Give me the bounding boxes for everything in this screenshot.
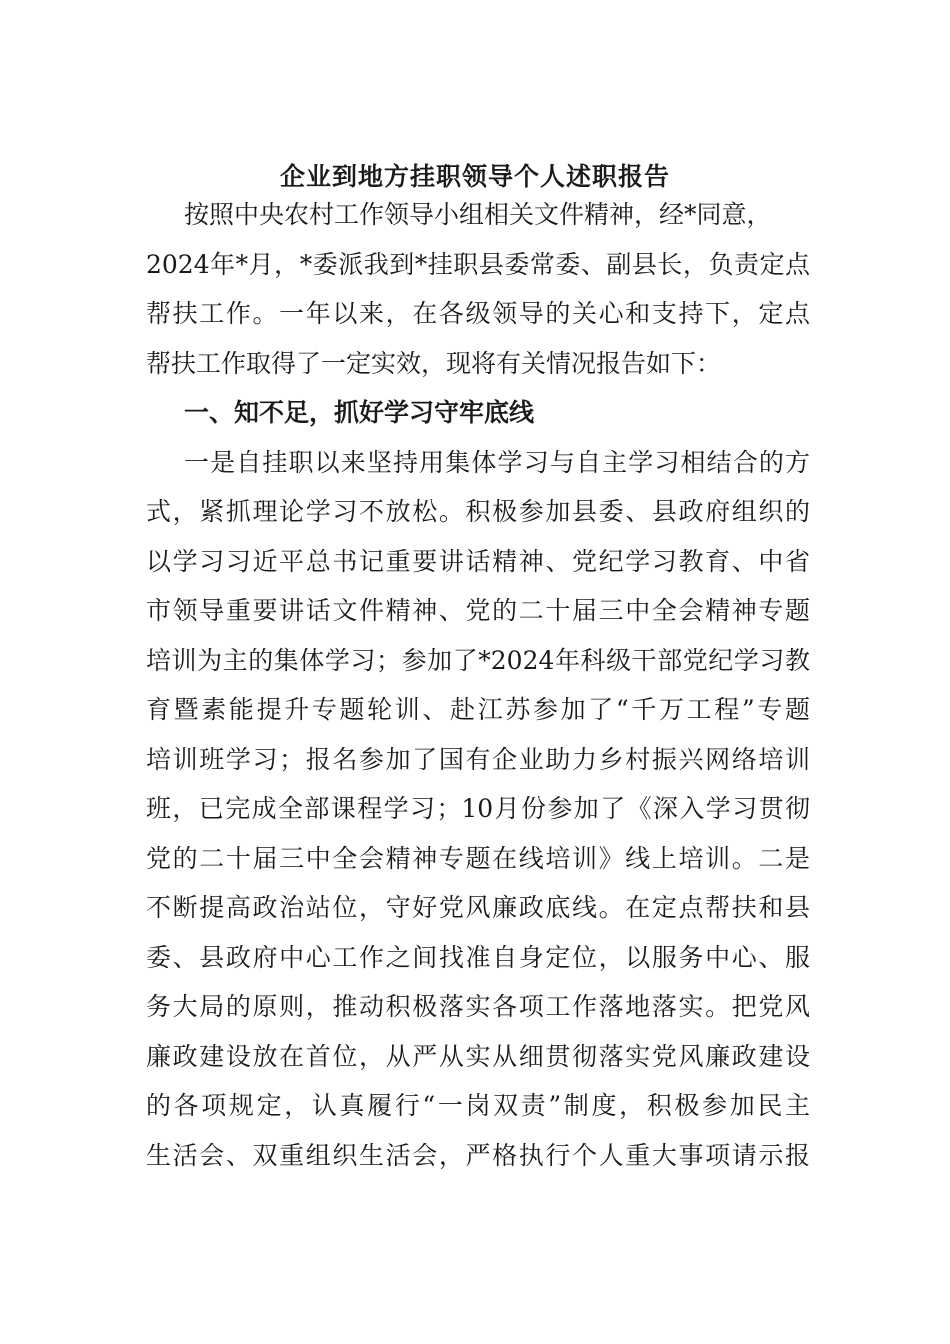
paragraph-line: 培训班学习；报名参加了国有企业助力乡村振兴网络培训 [146,744,810,774]
section-heading: 一、知不足，抓好学习守牢底线 [184,398,535,427]
document-title: 企业到地方挂职领导个人述职报告 [279,162,670,191]
paragraph-line: 党的二十届三中全会精神专题在线培训》线上培训。二是 [146,843,810,873]
document-body [146,190,810,1180]
paragraph-line: 一是自挂职以来坚持用集体学习与自主学习相结合的方 [184,447,810,477]
paragraph-line: 培训为主的集体学习；参加了*2024年科级干部党纪学习教 [146,645,810,675]
paragraph-line: 委、县政府中心工作之间找准自身定位，以服务中心、服 [146,942,810,972]
paragraph-line: 市领导重要讲话文件精神、党的二十届三中全会精神专题 [146,596,810,625]
paragraph-line: 帮扶工作取得了一定实效，现将有关情况报告如下： [146,348,722,378]
paragraph-line: 不断提高政治站位，守好党风廉政底线。在定点帮扶和县 [146,893,810,922]
paragraph-line: 的各项规定，认真履行“一岗双责”制度，积极参加民主 [146,1091,810,1120]
paragraph-line: 以学习习近平总书记重要讲话精神、党纪学习教育、中省 [146,546,810,576]
paragraph-line: 班，已完成全部课程学习；10月份参加了《深入学习贯彻 [146,794,810,823]
paragraph-line: 帮扶工作。一年以来，在各级领导的关心和支持下，定点 [146,299,810,328]
paragraph-line: 生活会、双重组织生活会，严格执行个人重大事项请示报 [146,1140,810,1170]
paragraph-line: 按照中央农村工作领导小组相关文件精神，经*同意， [184,200,772,229]
paragraph-line: 廉政建设放在首位，从严从实从细贯彻落实党风廉政建设 [146,1041,810,1071]
paragraph-line: 2024年*月，*委派我到*挂职县委常委、副县长，负责定点 [146,249,810,279]
paragraph-line: 育暨素能提升专题轮训、赴江苏参加了“千万工程”专题 [146,695,810,724]
paragraph-line: 务大局的原则，推动积极落实各项工作落地落实。把党风 [146,992,810,1021]
paragraph-line: 式，紧抓理论学习不放松。积极参加县委、县政府组织的 [146,497,810,526]
